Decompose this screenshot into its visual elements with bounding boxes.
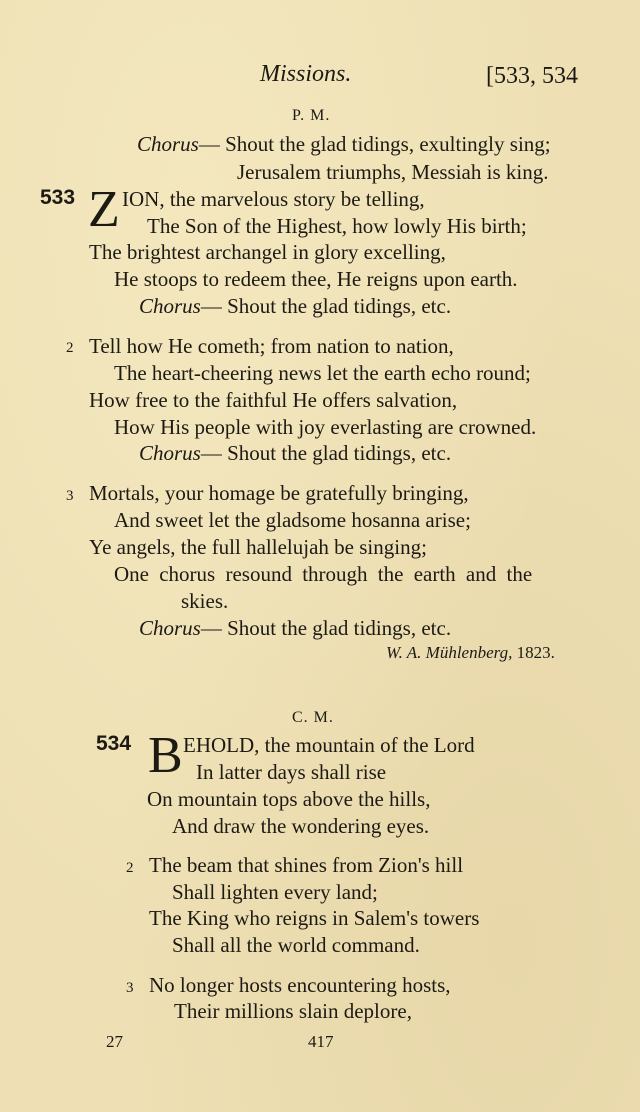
hymn533-v3-line2: And sweet let the gladsome hosanna arise;	[114, 508, 471, 532]
chorus-label: Chorus	[139, 616, 201, 640]
hymn534-v1-line1: EHOLD, the mountain of the Lord	[183, 733, 475, 757]
hymn534-v1-line4: And draw the wondering eyes.	[172, 814, 430, 838]
hymn533-v2-line2: The heart-cheering news let the earth echo round;	[114, 361, 531, 385]
hymn533-v1-line3: The brightest archangel in glory excelling,	[89, 240, 446, 264]
hymn533-v1-line2: The Son of the Highest, how lowly His birth;	[147, 214, 527, 238]
hymn533-v1-line1: ION, the marvelous story be telling,	[122, 187, 425, 211]
hymn534-number: 534	[96, 732, 132, 755]
hymn534-v2-line3: The King who reigns in Salem's towers	[149, 906, 480, 930]
hymn534-v3-line1: No longer hosts encountering hosts,	[149, 973, 451, 997]
hymn534-v2-line2: Shall lighten every land;	[172, 880, 378, 904]
hymn533-attribution	[386, 643, 555, 663]
chorus-label: Chorus	[139, 441, 201, 465]
page-number: 417	[308, 1032, 334, 1051]
hymn534-v2-line4: Shall all the world command.	[172, 933, 420, 957]
chorus-label: Chorus	[139, 294, 201, 318]
hymn533-v3-line4: One chorus resound through the earth and the	[114, 562, 533, 586]
chorus-label: Chorus	[137, 132, 199, 156]
hymn533-v3-line1: Mortals, your homage be gratefully bringing,	[89, 481, 469, 505]
hymn533-drop-cap: Z	[88, 181, 120, 238]
signature-mark: 27	[106, 1032, 123, 1051]
chorus-text: — Shout the glad tidings, etc.	[200, 616, 452, 640]
hymn533-v3-line3: Ye angels, the full hallelujah be singing;	[89, 535, 427, 559]
running-page-numbers: [533, 534	[486, 63, 578, 89]
hymn533-v3-line5: skies.	[181, 589, 229, 613]
author-name: W. A. Mühlenberg,	[386, 643, 513, 662]
hymn534-v1-line3: On mountain tops above the hills,	[147, 787, 431, 811]
running-title: Missions.	[260, 61, 352, 87]
chorus-dash: —	[198, 132, 220, 156]
hymn533-v1-line4: He stoops to redeem thee, He reigns upon earth.	[114, 267, 518, 291]
hymn533-chorus-intro-line1	[137, 132, 551, 156]
hymn533-chorus-intro-line2: Jerusalem triumphs, Messiah is king.	[237, 160, 549, 184]
hymn534-v1-line2: In latter days shall rise	[196, 760, 387, 784]
hymn533-chorus-ref-3	[139, 616, 451, 640]
hymn533-verse3-number: 3	[66, 488, 74, 504]
hymn533-v2-line3: How free to the faithful He offers salvation,	[89, 388, 458, 412]
hymn534-v3-line2: Their millions slain deplore,	[174, 999, 412, 1023]
hymn533-chorus-ref-1	[139, 294, 451, 318]
hymn533-v2-line4: How His people with joy everlasting are crowned.	[114, 415, 537, 439]
hymn534-v2-line1: The beam that shines from Zion's hill	[149, 853, 464, 877]
hymn534-drop-cap: B	[148, 727, 183, 784]
hymn533-meter: P. M.	[292, 107, 331, 124]
chorus-text: — Shout the glad tidings, etc.	[200, 294, 452, 318]
chorus-text: — Shout the glad tidings, etc.	[200, 441, 452, 465]
chorus-text: Shout the glad tidings, exultingly sing;	[225, 132, 551, 156]
hymn533-verse2-number: 2	[66, 340, 74, 356]
hymn534-meter: C. M.	[292, 709, 334, 726]
hymn533-chorus-ref-2	[139, 441, 451, 465]
hymn534-verse3-number: 3	[126, 980, 134, 996]
hymn534-verse2-number: 2	[126, 860, 134, 876]
hymn533-number: 533	[40, 186, 76, 209]
author-year: 1823.	[516, 643, 555, 662]
hymn533-v2-line1: Tell how He cometh; from nation to nation,	[89, 334, 454, 358]
